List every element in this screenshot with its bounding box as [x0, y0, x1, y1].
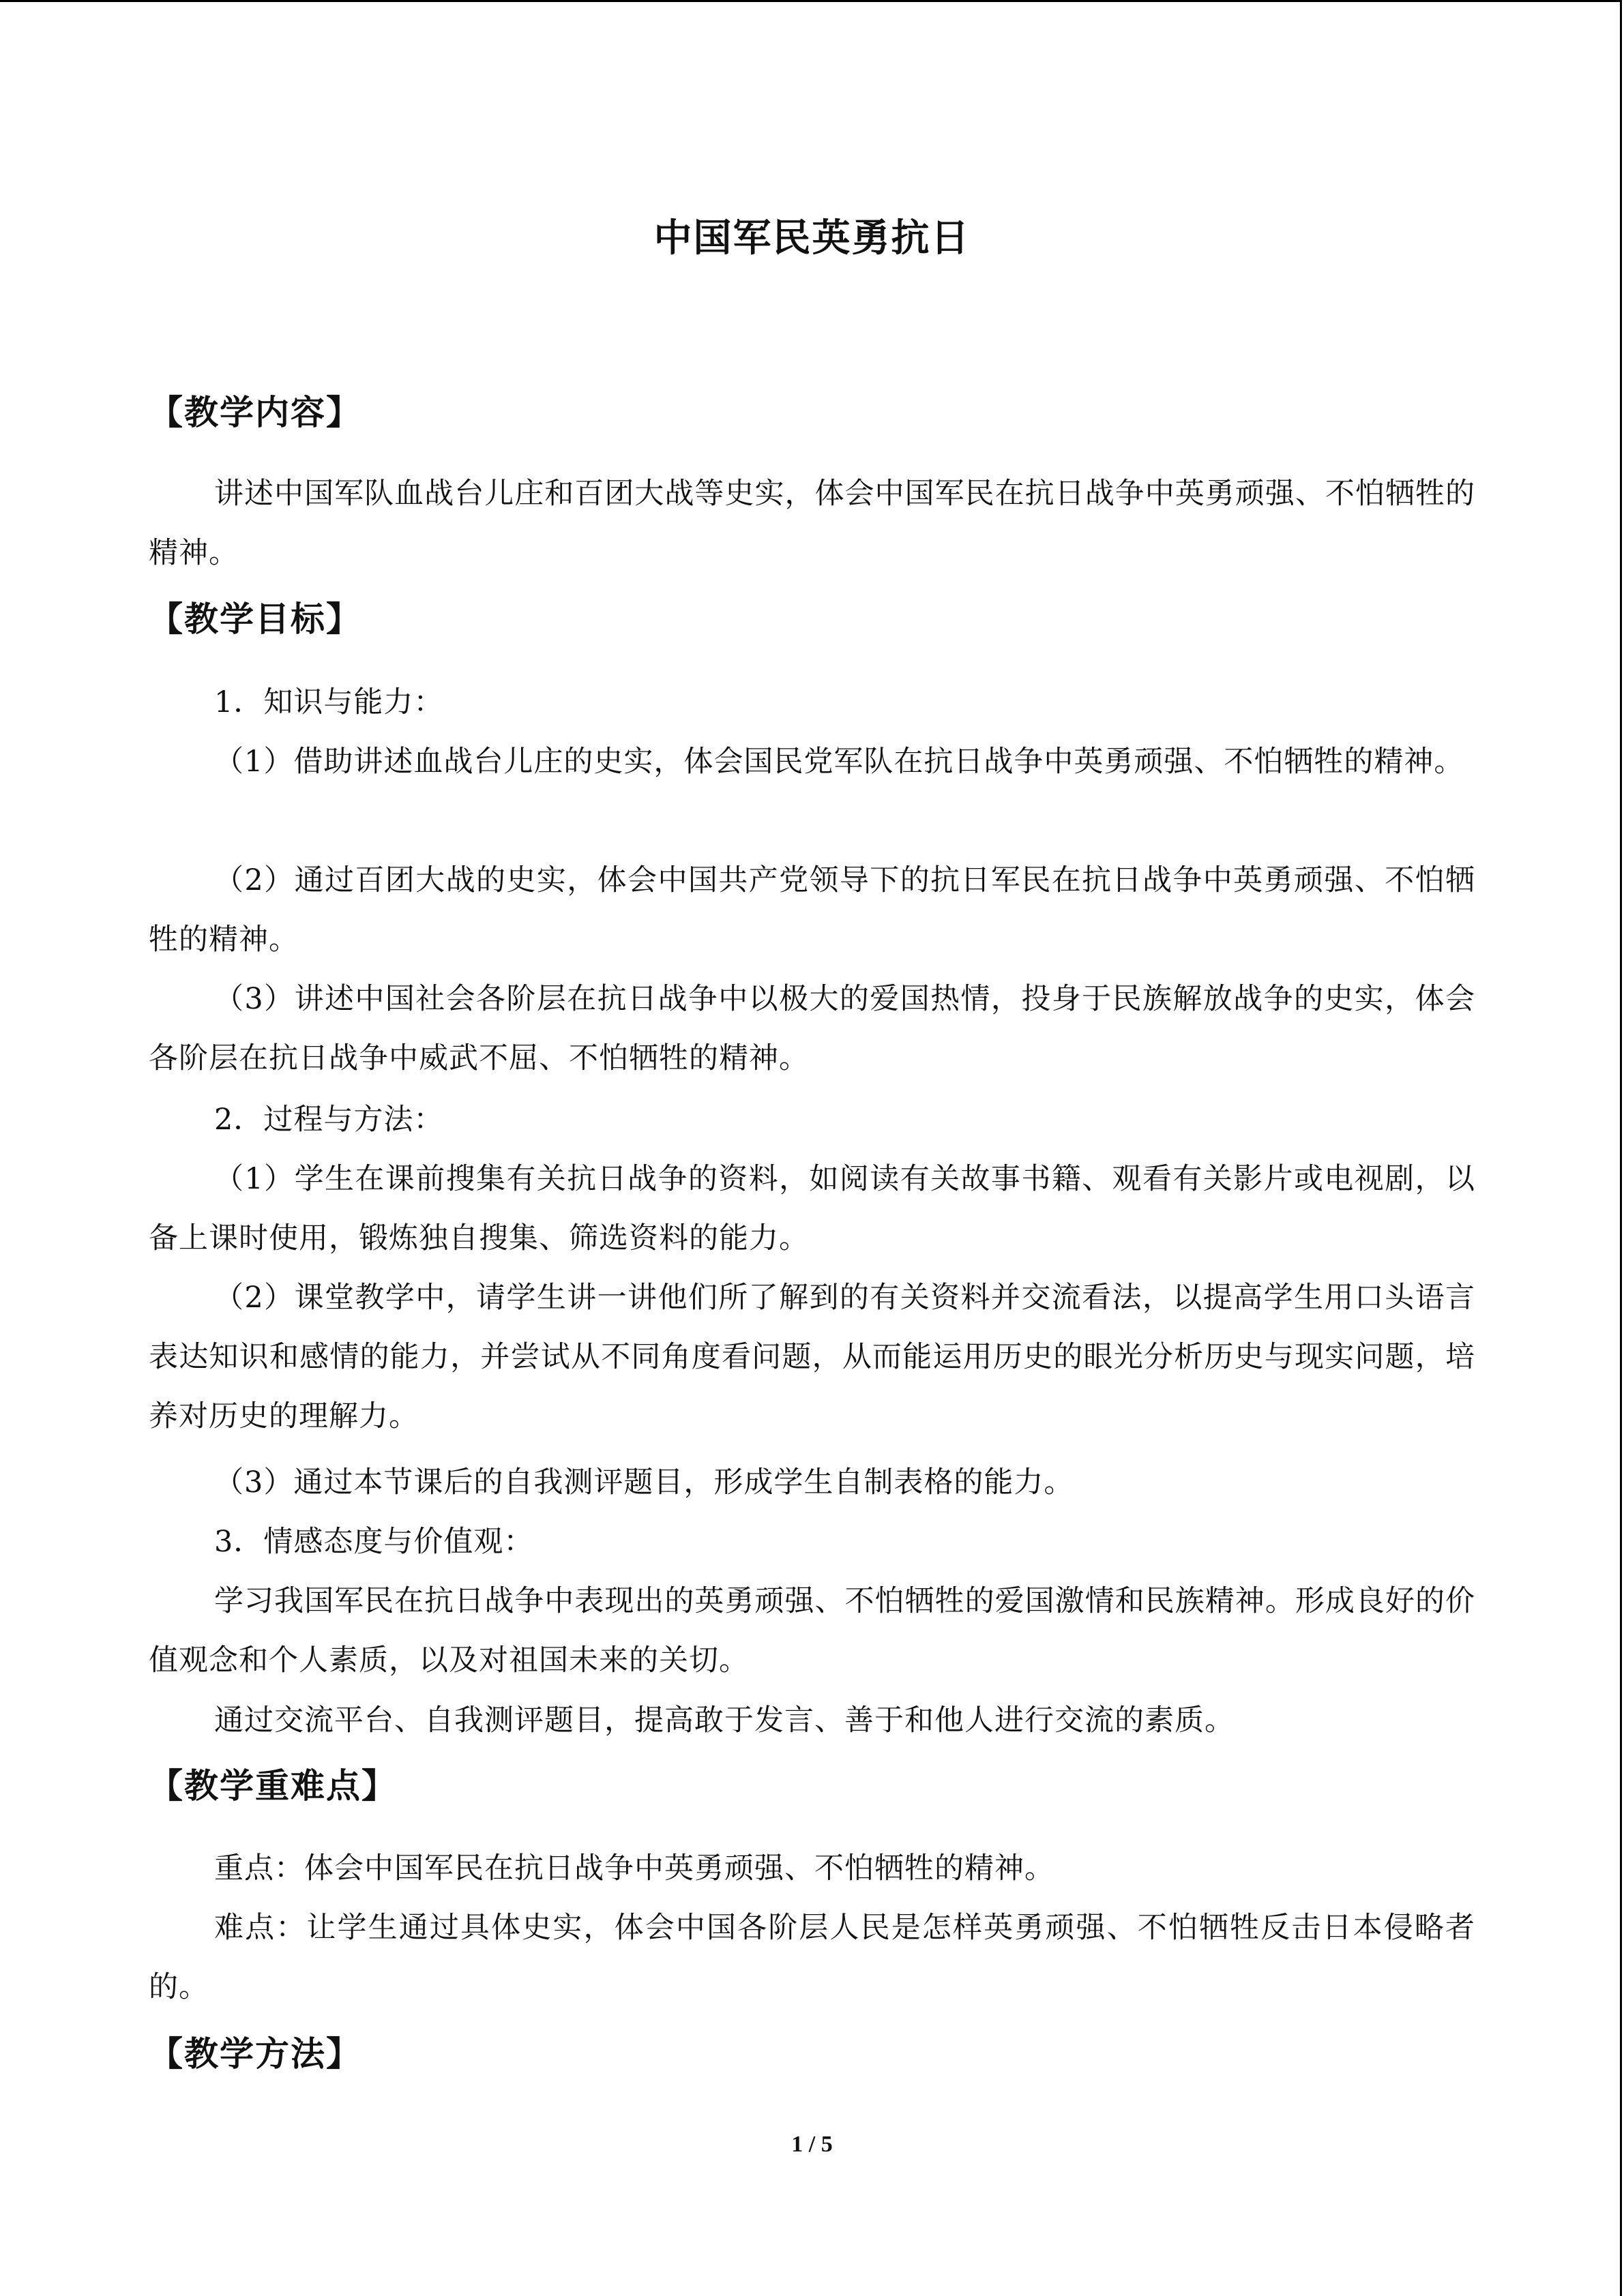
- page-number: 1 / 5: [791, 2132, 833, 2157]
- paragraph: 1．知识与能力：: [214, 685, 444, 719]
- paragraph: 学习我国军民在抗日战争中表现出的英勇顽强、不怕牺牲的爱国激情和民族精神。形成良好的价值观念和个人素质，以及对祖国未来的关切。: [149, 1584, 1475, 1678]
- paragraph: （1）借助讲述血战台儿庄的史实，体会国民党军队在抗日战争中英勇顽强、不怕牺牲的精神。: [214, 745, 1464, 779]
- paragraph: （2）通过百团大战的史实，体会中国共产党领导下的抗日军民在抗日战争中英勇顽强、不怕牺牲的精神。: [149, 863, 1475, 957]
- document-title: 中国军民英勇抗日: [653, 216, 971, 260]
- paragraph: 讲述中国军队血战台儿庄和百团大战等史实，体会中国军民在抗日战争中英勇顽强、不怕牺牲的精神。: [149, 477, 1475, 570]
- paragraph: 重点：体会中国军民在抗日战争中英勇顽强、不怕牺牲的精神。: [214, 1851, 1054, 1885]
- paragraph: 难点：让学生通过具体史实，体会中国各阶层人民是怎样英勇顽强、不怕牺牲反击日本侵略者的。: [149, 1911, 1475, 2004]
- paragraph: （1）学生在课前搜集有关抗日战争的资料，如阅读有关故事书籍、观看有关影片或电视剧，以备上课时使用，锻炼独自搜集、筛选资料的能力。: [149, 1162, 1475, 1255]
- section-heading-content: 【教学内容】: [149, 393, 361, 432]
- paragraph: 通过交流平台、自我测评题目，提高敢于发言、善于和他人进行交流的素质。: [214, 1703, 1235, 1738]
- paragraph: 3．情感态度与价值观：: [214, 1525, 534, 1559]
- paragraph: （2）课堂教学中，请学生讲一讲他们所了解到的有关资料并交流看法，以提高学生用口头语言表达知识和感情的能力，并尝试从不同角度看问题，从而能运用历史的眼光分析历史与现实问题，培养对历史的理解力。: [149, 1281, 1475, 1433]
- paragraph: 2．过程与方法：: [214, 1103, 444, 1137]
- section-heading-methods: 【教学方法】: [149, 2034, 361, 2074]
- paragraph: （3）通过本节课后的自我测评题目，形成学生自制表格的能力。: [214, 1465, 1074, 1500]
- paragraph: （3）讲述中国社会各阶层在抗日战争中以极大的爱国热情，投身于民族解放战争的史实，体会各阶层在抗日战争中威武不屈、不怕牺牲的精神。: [149, 982, 1475, 1075]
- section-heading-key-points: 【教学重难点】: [149, 1766, 397, 1806]
- section-heading-objectives: 【教学目标】: [149, 599, 361, 639]
